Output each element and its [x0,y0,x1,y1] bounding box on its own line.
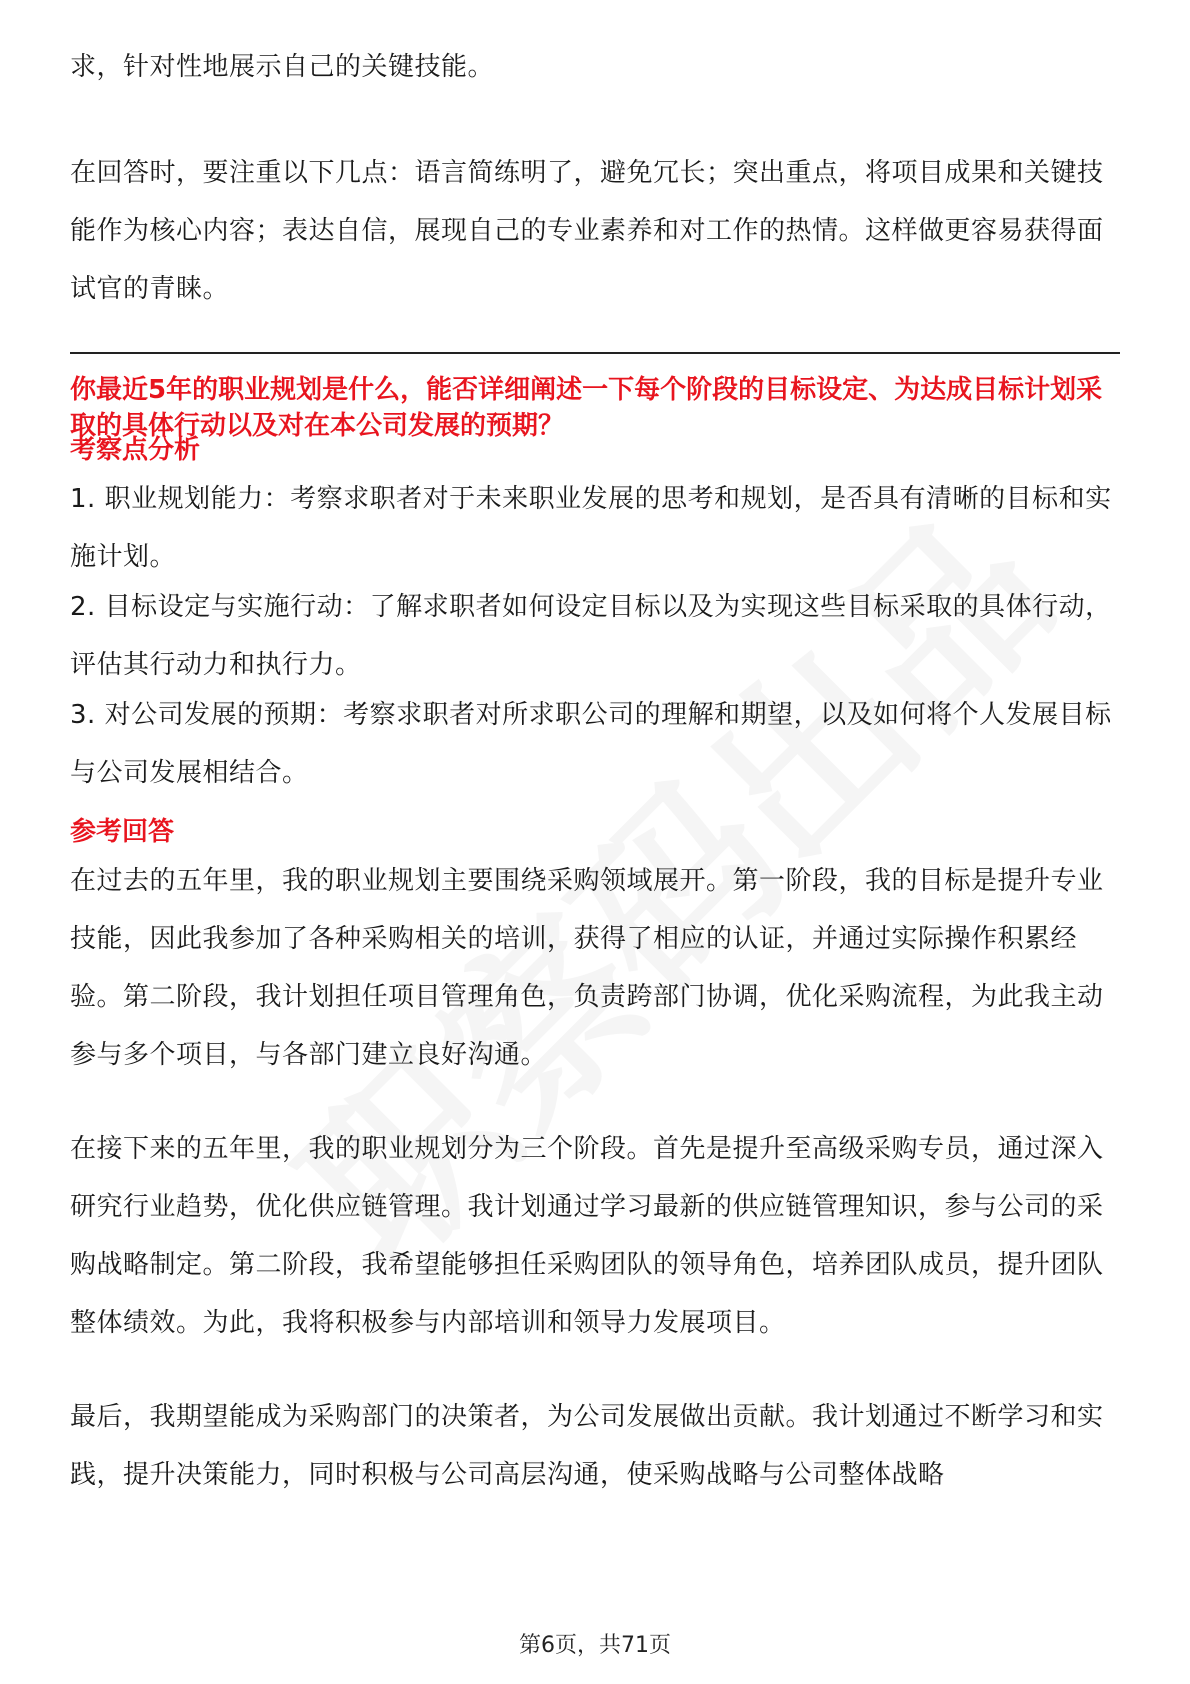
answer-heading: 参考回答 [70,817,175,847]
intro-paragraph-2: 在回答时，要注重以下几点：语言简练明了，避免冗长；突出重点，将项目成果和关键技能作为核心内容；表达自信，展现自己的专业素养和对工作的热情。这样做更容易获得面试官的青睐。 [70,158,1104,304]
analysis-heading: 考察点分析 [70,435,201,465]
question-title: 你最近5年的职业规划是什么，能否详细阐述一下每个阶段的目标设定、为达成目标计划采取的具体行动以及对在本公司发展的预期？ [70,375,1103,441]
intro-paragraph-1: 求，针对性地展示自己的关键技能。 [70,52,495,82]
answer-paragraph-2: 在接下来的五年里，我的职业规划分为三个阶段。首先是提升至高级采购专员，通过深入研究行业趋势，优化供应链管理。我计划通过学习最新的供应链管理知识，参与公司的采购战略制定。第二阶段，我希望能够担任采购团队的领导角色，培养团队成员，提升团队整体绩效。为此，我将积极参与内部培训和领导力发展项目。 [70,1134,1104,1338]
analysis-item-3: 3. 对公司发展的预期：考察求职者对所求职公司的理解和期望，以及如何将个人发展目标与公司发展相结合。 [70,700,1112,788]
answer-paragraph-1: 在过去的五年里，我的职业规划主要围绕采购领域展开。第一阶段，我的目标是提升专业技能，因此我参加了各种采购相关的培训，获得了相应的认证，并通过实际操作积累经验。第二阶段，我计划担任项目管理角色，负责跨部门协调，优化采购流程，为此我主动参与多个项目，与各部门建立良好沟通。 [70,866,1104,1070]
page-number: 第6页，共71页 [519,1633,671,1658]
answer-paragraph-3: 最后，我期望能成为采购部门的决策者，为公司发展做出贡献。我计划通过不断学习和实践，提升决策能力，同时积极与公司高层沟通，使采购战略与公司整体战略 [70,1402,1104,1490]
analysis-item-2: 2. 目标设定与实施行动：了解求职者如何设定目标以及为实现这些目标采取的具体行动，评估其行动力和执行力。 [70,592,1112,680]
analysis-item-1: 1. 职业规划能力：考察求职者对于未来职业发展的思考和规划，是否具有清晰的目标和实施计划。 [70,484,1112,572]
section-divider [70,352,1120,354]
